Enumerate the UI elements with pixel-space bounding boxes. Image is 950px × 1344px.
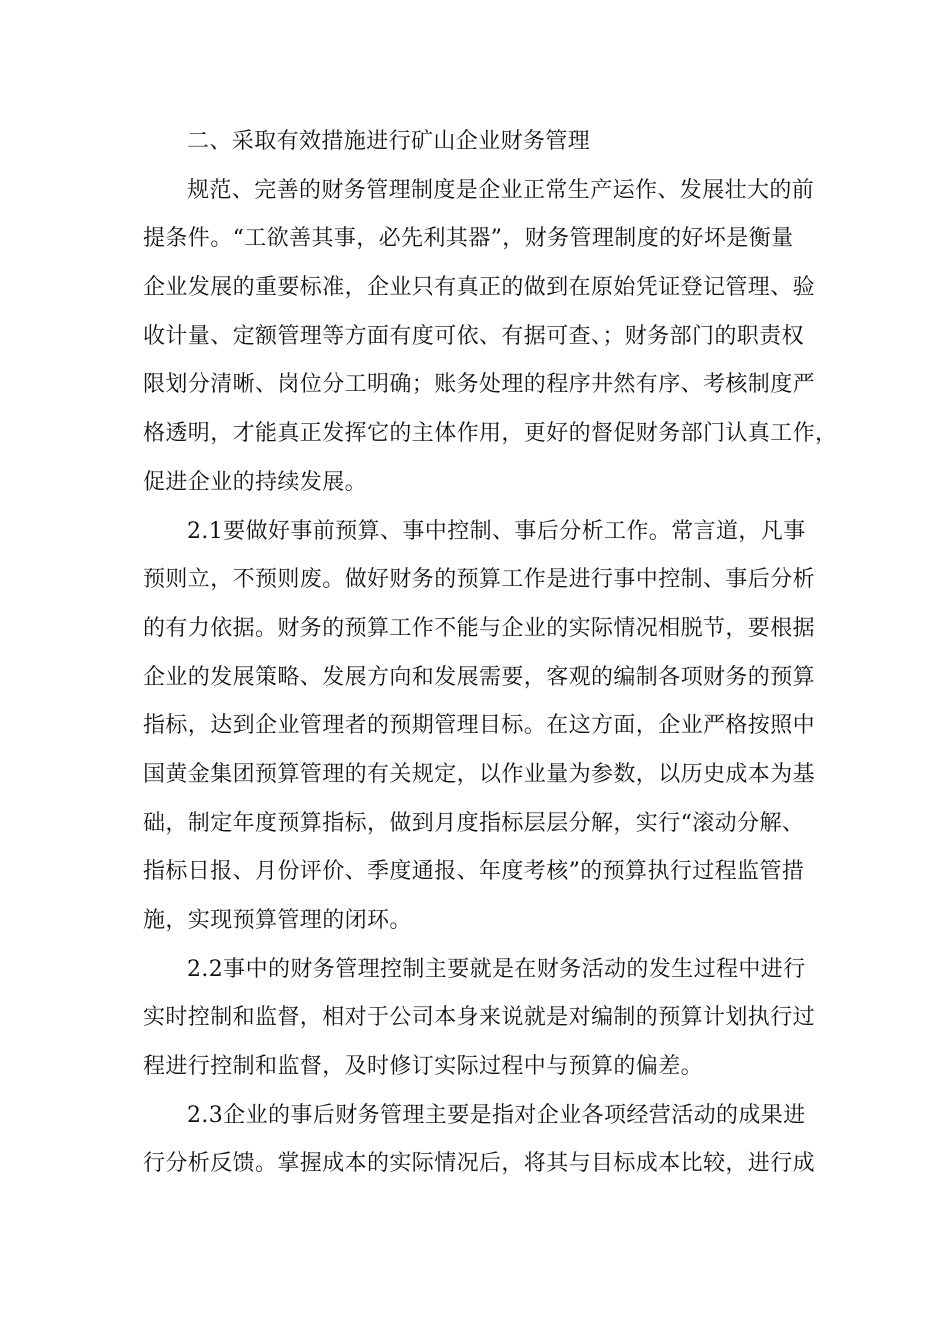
paragraph-line: 程进行控制和监督，及时修订实际过程中与预算的偏差。: [143, 1054, 704, 1080]
paragraph-line: 限划分清晰、岗位分工明确；账务处理的程序井然有序、考核制度严: [143, 372, 816, 398]
section-heading: 二、采取有效措施进行矿山企业财务管理: [187, 129, 591, 154]
paragraph-line: 施，实现预算管理的闭环。: [143, 908, 412, 933]
paragraph-line: 的有力依据。财务的预算工作不能与企业的实际情况相脱节，要根据: [143, 615, 816, 641]
paragraph-line: 促进企业的持续发展。: [143, 469, 368, 495]
paragraph-line: 行分析反馈。掌握成本的实际情况后，将其与目标成本比较，进行成: [143, 1151, 816, 1177]
paragraph-line: 指标，达到企业管理者的预期管理目标。在这方面，企业严格按照中: [143, 713, 816, 739]
paragraph-line: 础，制定年度预算指标，做到月度指标层层分解，实行“滚动分解、: [143, 810, 805, 836]
paragraph-line: 收计量、定额管理等方面有度可依、有据可查、；财务部门的职责权: [143, 323, 805, 349]
paragraph-line: 2.2事中的财务管理控制主要就是在财务活动的发生过程中进行: [187, 956, 806, 982]
paragraph-line: 格透明，才能真正发挥它的主体作用，更好的督促财务部门认真工作，: [143, 421, 838, 447]
paragraph-line: 2.1要做好事前预算、事中控制、事后分析工作。常言道，凡事: [187, 518, 806, 544]
paragraph-line: 规范、完善的财务管理制度是企业正常生产运作、发展壮大的前: [187, 177, 815, 203]
document-body: [143, 118, 838, 1189]
paragraph-line: 2.3企业的事后财务管理主要是指对企业各项经营活动的成果进: [187, 1102, 806, 1128]
paragraph-line: 预则立，不预则废。做好财务的预算工作是进行事中控制、事后分析: [143, 567, 816, 593]
paragraph-line: 指标日报、月份评价、季度通报、年度考核”的预算执行过程监管措: [143, 859, 805, 885]
paragraph-line: 企业的发展策略、发展方向和发展需要，客观的编制各项财务的预算: [143, 664, 816, 690]
paragraph-line: 国黄金集团预算管理的有关规定，以作业量为参数，以历史成本为基: [143, 761, 816, 787]
paragraph-line: 企业发展的重要标准，企业只有真正的做到在原始凭证登记管理、验: [143, 275, 816, 301]
paragraph-line: 实时控制和监督，相对于公司本身来说就是对编制的预算计划执行过: [143, 1005, 816, 1031]
paragraph-line: 提条件。“工欲善其事，必先利其器”，财务管理制度的好坏是衡量: [143, 226, 794, 252]
